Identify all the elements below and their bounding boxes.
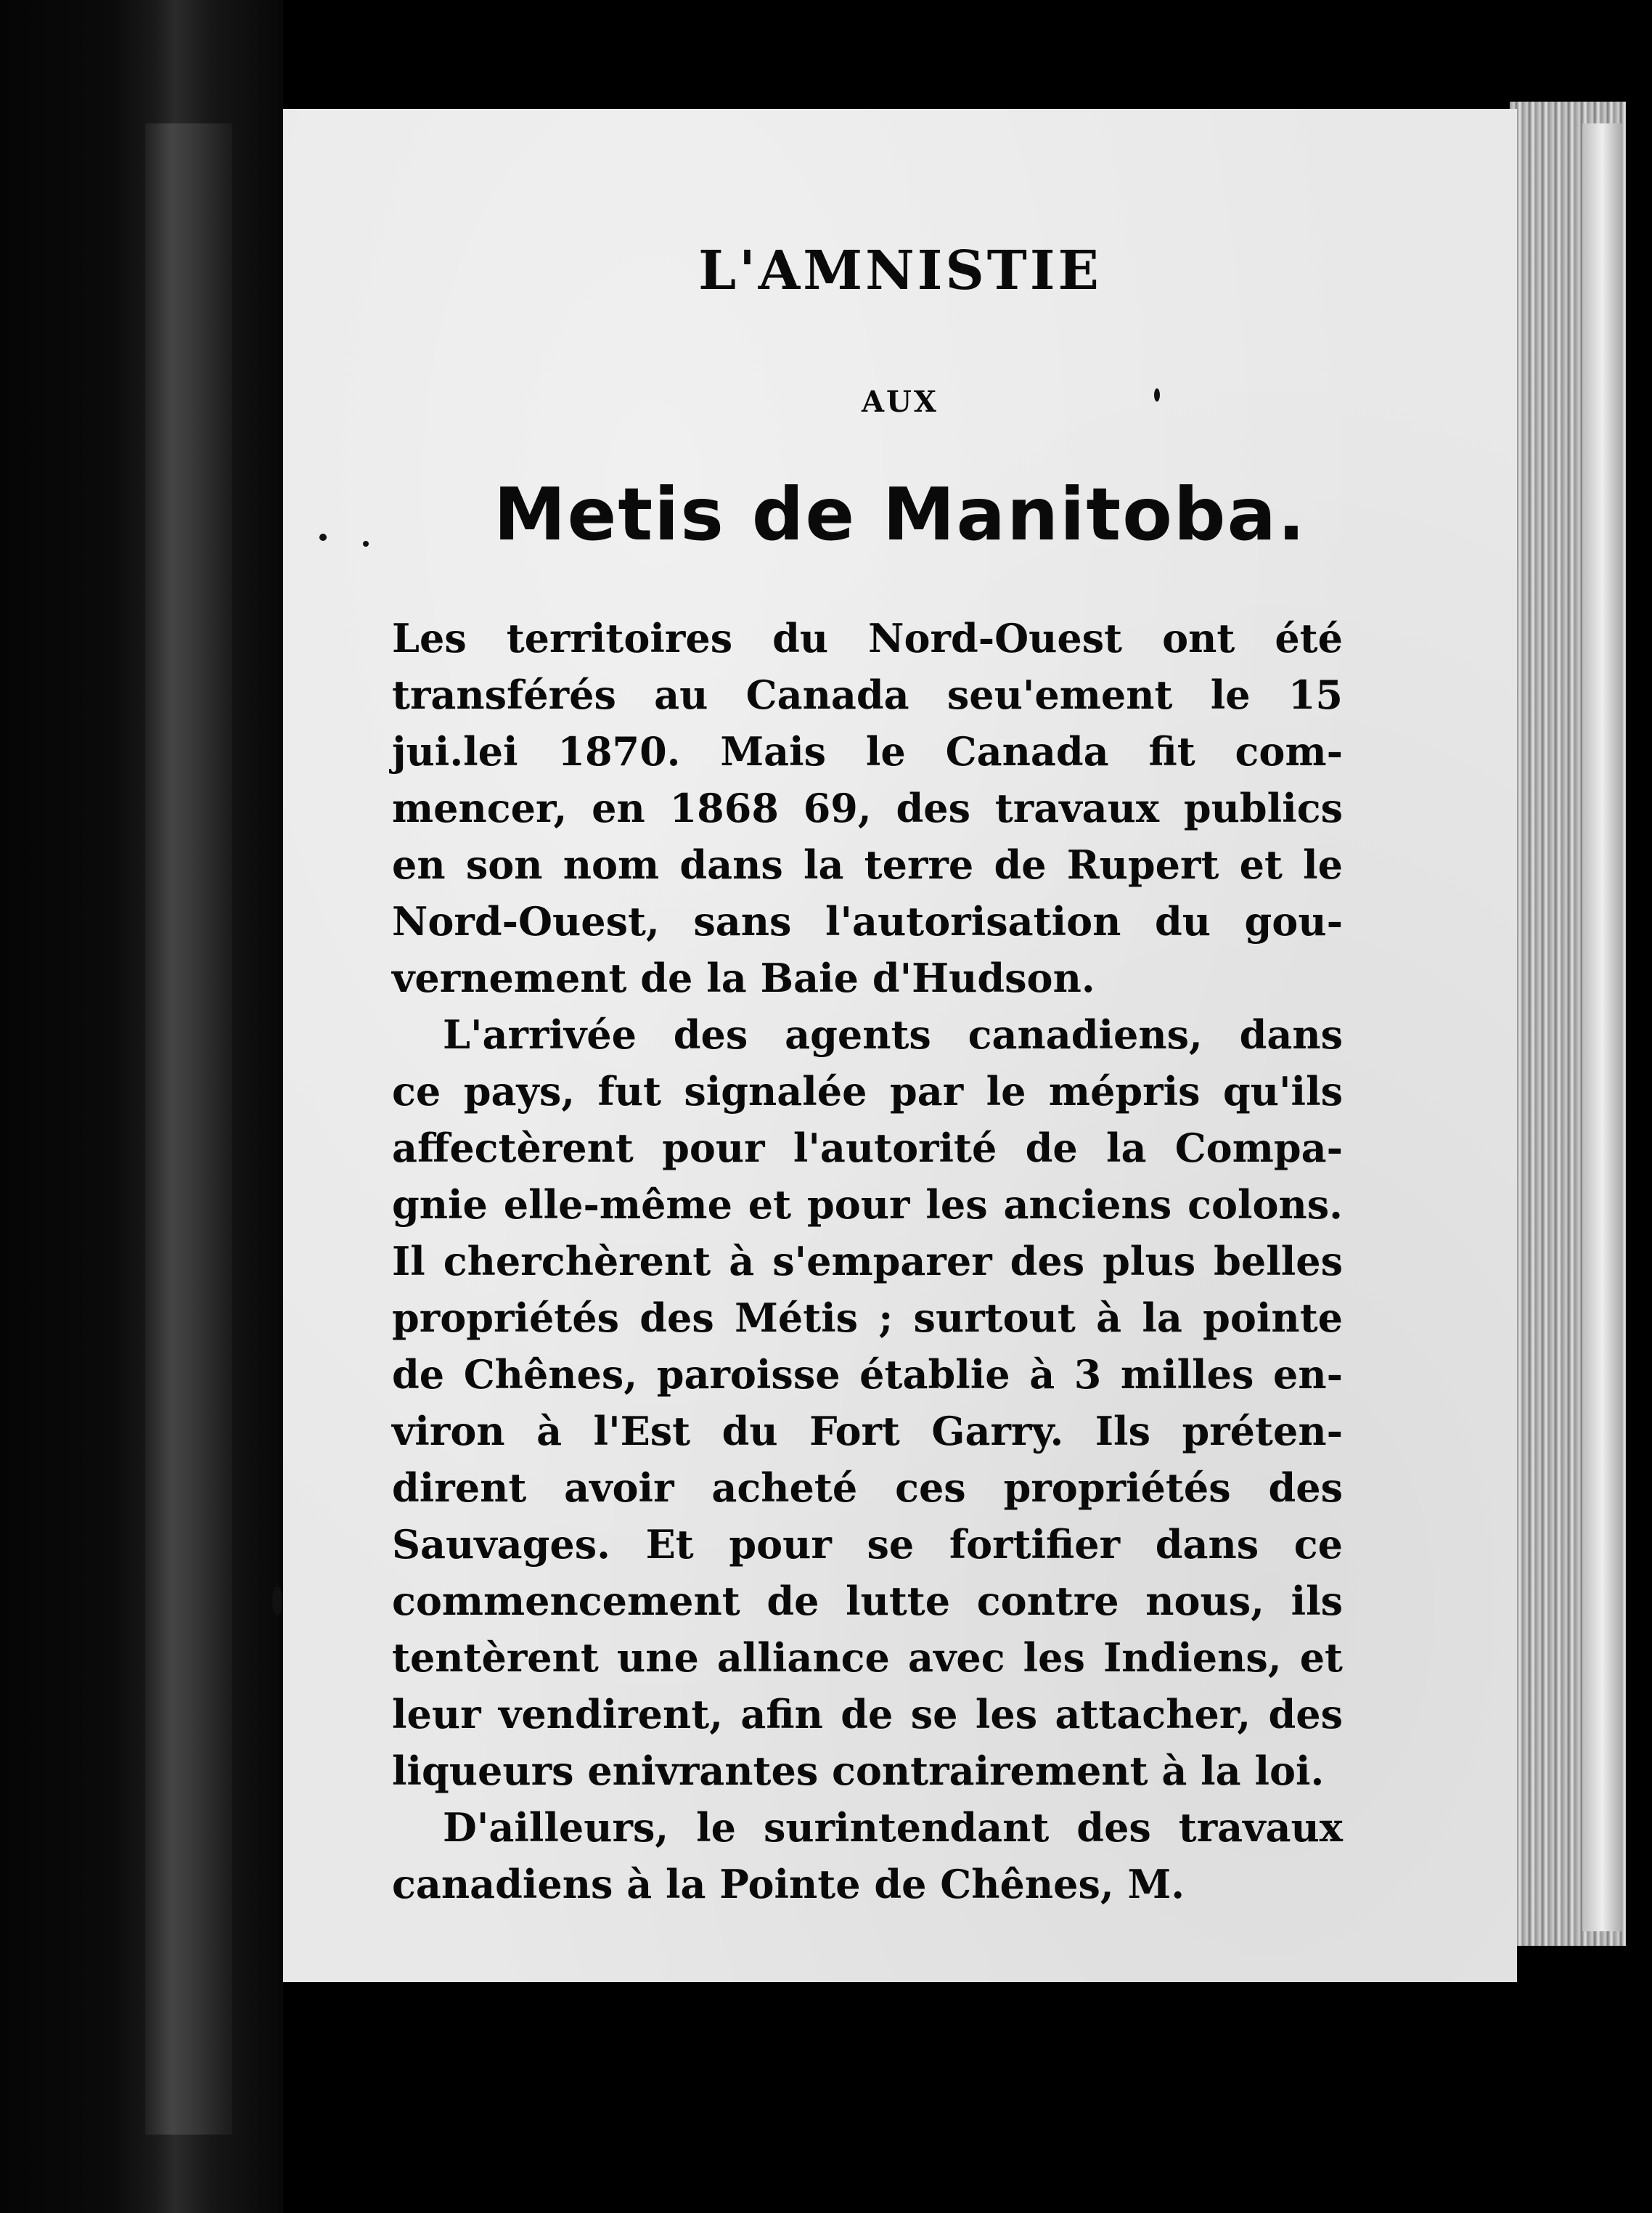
text-line: transférés au Canada seu'ement le 15	[392, 672, 1343, 718]
text-line: ce pays, fut signalée par le mépris qu'ils	[392, 1068, 1343, 1114]
text-line: leur vendirent, afin de se les attacher, des	[392, 1691, 1343, 1737]
document-title: L'AMNISTIE	[698, 240, 1102, 302]
text-line: tentèrent une alliance avec les Indiens, et	[392, 1634, 1343, 1681]
text-line: mencer, en 1868 69, des travaux publics	[392, 785, 1343, 831]
document-subtitle: AUX	[862, 385, 939, 419]
text-line: viron à l'Est du Fort Garry. Ils préten-	[392, 1408, 1343, 1454]
page-edges-outer	[1582, 123, 1622, 1931]
printed-page	[283, 109, 1517, 1982]
body-text	[392, 610, 1343, 1912]
text-line: vernement de la Baie d'Hudson.	[392, 955, 1095, 1001]
spine-binding	[145, 123, 232, 2135]
text-line: en son nom dans la terre de Rupert et le	[392, 841, 1343, 888]
ink-speck	[1154, 388, 1160, 402]
text-line: propriétés des Métis ; surtout à la pointe	[392, 1295, 1343, 1341]
text-line: Nord-Ouest, sans l'autorisation du gou-	[392, 898, 1343, 945]
text-line: D'ailleurs, le surintendant des travaux	[443, 1804, 1343, 1851]
text-line: dirent avoir acheté ces propriétés des	[392, 1464, 1343, 1511]
ink-speck	[272, 1586, 282, 1615]
text-line: commencement de lutte contre nous, ils	[392, 1578, 1343, 1624]
text-line: canadiens à la Pointe de Chênes, M.	[392, 1861, 1185, 1907]
text-line: Sauvages. Et pour se fortifier dans ce	[392, 1521, 1343, 1568]
ink-speck	[363, 541, 369, 547]
document-heading: Metis de Manitoba.	[494, 472, 1307, 557]
ink-speck	[319, 534, 327, 541]
text-line: gnie elle-même et pour les anciens colons.	[392, 1181, 1343, 1228]
book-spine	[0, 0, 283, 2213]
text-line: Les territoires du Nord-Ouest ont été	[392, 615, 1343, 661]
text-line: jui.lei 1870. Mais le Canada fit com-	[392, 728, 1343, 775]
text-line: affectèrent pour l'autorité de la Compa-	[392, 1125, 1343, 1171]
text-line: Il cherchèrent à s'emparer des plus belles	[392, 1238, 1343, 1284]
text-line: de Chênes, paroisse établie à 3 milles en-	[392, 1351, 1343, 1398]
text-line: liqueurs enivrantes contrairement à la loi.	[392, 1748, 1325, 1794]
text-line: L'arrivée des agents canadiens, dans	[443, 1011, 1343, 1058]
